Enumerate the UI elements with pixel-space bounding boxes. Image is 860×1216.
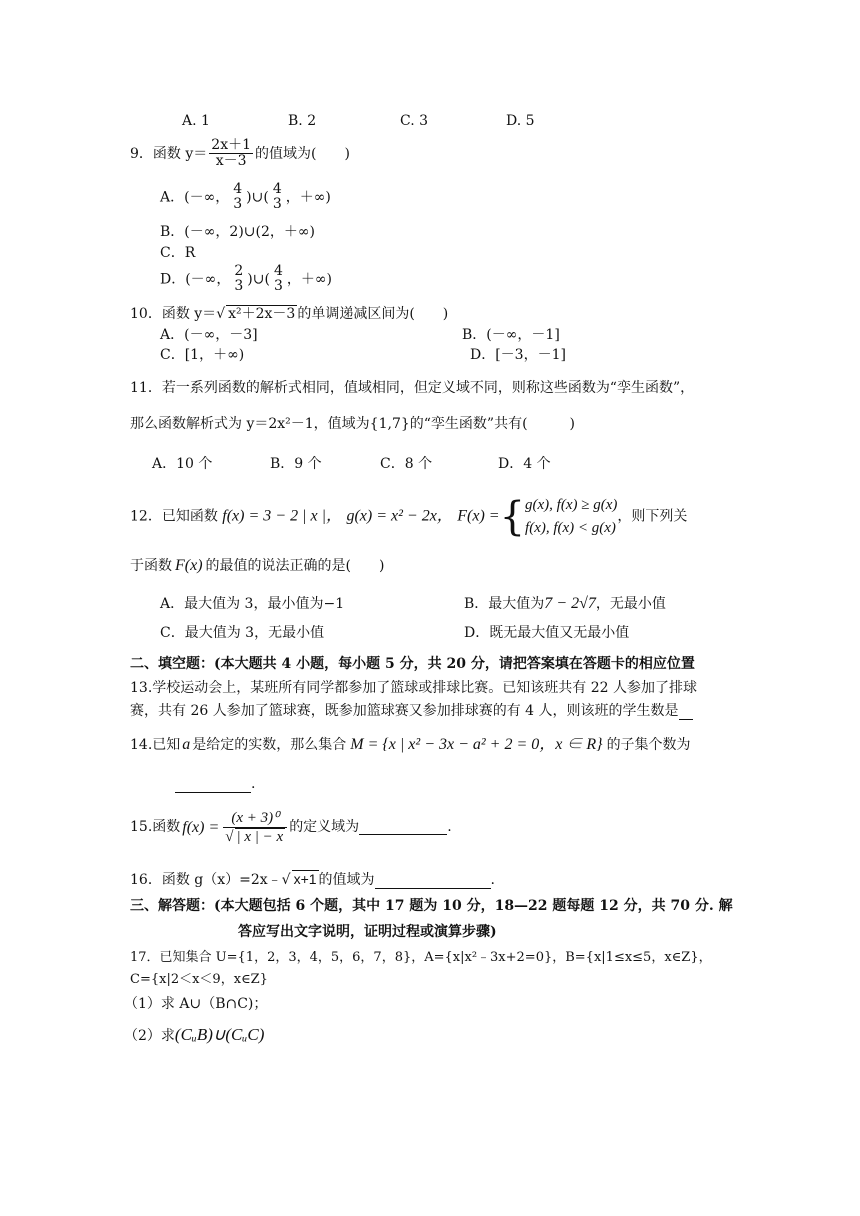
q11-line2: 那么函数解析式为 y＝2x²－1，值域为{1,7}的“孪生函数”共有( ) [130, 416, 575, 432]
q11-option-d: D．4 个 [498, 456, 551, 472]
sqrt-icon: √ [281, 872, 291, 888]
q17-part2-pre: （2）求 [124, 1028, 175, 1044]
q8-option-d: D. 5 [506, 113, 535, 129]
q12-line2-post: 的最值的说法正确的是( ) [205, 558, 385, 574]
q9-a-f1d: 3 [233, 196, 243, 213]
q9-d-frac1 [232, 264, 245, 295]
q10-stem [130, 305, 448, 323]
q15-end: . [447, 819, 452, 836]
q14-suffix: 的子集个数为 [606, 737, 691, 753]
q14-end: . [251, 776, 256, 792]
q12-option-d: D．既无最大值又无最小值 [464, 625, 630, 641]
q12-option-c: C．最大值为 3，无最小值 [160, 625, 325, 641]
left-brace-icon: { [499, 493, 526, 540]
q15-f: f(x) = [182, 818, 220, 836]
q9-a-f2d: 3 [272, 196, 282, 213]
q12-line2 [130, 556, 384, 575]
q12-f-def: f(x) = 3 − 2 | x |， [222, 507, 342, 525]
q16-answer-blank [375, 874, 491, 889]
q9-option-b: B．(－∞，2)∪(2，＋∞) [160, 224, 316, 240]
q12-tail: ，则下列关 [617, 508, 688, 525]
q9-stem [130, 138, 350, 170]
q9-a-frac1 [231, 182, 244, 213]
sqrt-icon: √ [225, 828, 234, 845]
q16-end: . [490, 872, 495, 888]
q13-line2-text: 赛，共有 26 人参加了篮球赛，既参加篮球赛又参加排球赛的有 4 人，则该班的学生数是 [130, 703, 679, 719]
q13-answer-blank [679, 705, 693, 720]
q12-F-lhs: F(x) = [457, 507, 500, 525]
q15-stem [130, 810, 452, 845]
q14-set: M = {x | x² − 3x − a² + 2 = 0，x ∈ R} [350, 736, 603, 753]
q10-prefix: 10．函数 y＝ [130, 306, 217, 322]
q9-denominator: x－3 [215, 153, 247, 170]
q12-prefix: 12．已知函数 [130, 508, 218, 525]
q9-a-f1n: 4 [233, 181, 243, 197]
q8-option-c: C. 3 [400, 113, 429, 129]
q9-a-pre: A．(－∞， [160, 189, 230, 206]
q9-d-post: ，＋∞) [286, 271, 332, 288]
q15-numerator: (x + 3)⁰ [223, 810, 287, 828]
q8-option-a: A. 1 [182, 113, 210, 129]
q17-part2 [124, 1025, 264, 1045]
q17-line2: C={x|2＜x＜9，x∈Z} [130, 972, 268, 987]
q14-answer-blank [175, 778, 251, 793]
q9-a-post: ，＋∞) [285, 189, 331, 206]
q12-cases [525, 494, 617, 539]
q15-answer-blank [359, 820, 447, 835]
q14-stem [130, 735, 691, 754]
q9-d-f1n: 2 [234, 263, 244, 279]
q11-line1: 11．若一系列函数的解析式相同，值域相同，但定义域不同，则称这些函数为“孪生函数”， [130, 380, 695, 396]
q13-line2 [130, 703, 693, 720]
q12-g-def: g(x) = x² − 2x， [346, 507, 453, 525]
q17-part1: （1）求 A∪（B∩C)； [124, 996, 268, 1012]
q8-option-b: B. 2 [288, 113, 317, 129]
sqrt-icon: √ [216, 306, 226, 322]
q14-mid: 是给定的实数，那么集合 [192, 737, 347, 753]
q14-prefix: 14.已知 [130, 737, 181, 753]
section3-heading-line2: 答应写出文字说明，证明过程或演算步骤) [238, 924, 497, 940]
q16-radicand: x+1 [293, 871, 317, 887]
q11-option-c: C．8 个 [380, 456, 433, 472]
q10-radicand: x²＋2x－3 [228, 306, 296, 322]
q17-part2-expr: (CᵤB)∪(CᵤC) [174, 1025, 265, 1044]
q10-option-c: C．[1，＋∞) [160, 347, 245, 363]
q9-d-mid: )∪( [247, 271, 270, 288]
q10-option-b: B．(－∞，－1] [462, 327, 560, 343]
q12-case1: g(x), f(x) ≥ g(x) [525, 497, 618, 513]
q9-a-f2n: 4 [272, 181, 282, 197]
q9-prefix: 9．函数 y＝ [130, 145, 208, 162]
q9-d-frac2 [272, 264, 285, 295]
q16-suffix: 的值域为 [318, 872, 375, 888]
q17-line1: 17．已知集合 U={1，2，3，4，5，6，7，8}，A={x|x²﹣3x+2=0}，B={x|1≤x≤5，x∈Z}， [130, 950, 712, 965]
q15-fraction [223, 810, 287, 845]
q12-line2-pre: 于函数 [130, 558, 172, 574]
section2-heading: 二、填空题：(本大题共 4 小题，每小题 5 分，共 20 分，请把答案填在答题卡的相应位置 [130, 656, 695, 672]
q10-option-a: A．(－∞，－3] [160, 327, 258, 343]
q9-suffix: 的值域为( ) [255, 145, 350, 162]
q9-option-d [160, 264, 332, 295]
q10-option-d: D．[－3，－1] [470, 347, 566, 363]
q12-b-pre: B．最大值为 [464, 596, 545, 612]
q15-suffix: 的定义域为 [289, 819, 360, 836]
q9-d-f2n: 4 [273, 263, 283, 279]
q9-d-pre: D．(－∞， [160, 271, 231, 288]
section3-heading-line1: 三、解答题：(本大题包括 6 个题，其中 17 题为 10 分，18—22 题每题 12 分，共 70 分. 解 [130, 898, 733, 914]
q9-fraction [209, 138, 253, 170]
q16-stem [130, 870, 495, 889]
q15-den-radicand: | x | − x [236, 828, 284, 845]
q9-a-frac2 [271, 182, 284, 213]
q9-option-c: C．R [160, 245, 196, 261]
q12-b-val: 7 − 2√7 [544, 595, 596, 612]
q12-option-b [464, 594, 666, 613]
q12-line2-F: F(x) [175, 557, 203, 574]
q16-prefix: 16．函数 g（x）=2x﹣ [130, 872, 282, 888]
q11-option-b: B．9 个 [270, 456, 322, 472]
q9-numerator: 2x＋1 [211, 137, 251, 153]
q9-d-f1d: 3 [234, 278, 244, 295]
q13-line1: 13.学校运动会上，某班所有同学都参加了篮球或排球比赛。已知该班共有 22 人参加了排球 [130, 680, 697, 696]
q12-case2: f(x), f(x) < g(x) [525, 519, 616, 536]
q12-b-post: ，无最小值 [595, 596, 666, 612]
q12-option-a: A．最大值为 3，最小值为−1 [160, 596, 345, 612]
q10-suffix: 的单调递减区间为( ) [297, 306, 449, 322]
q12-stem [130, 494, 687, 539]
q9-option-a [160, 182, 331, 213]
q9-a-mid: )∪( [246, 189, 269, 206]
q14-a: a [182, 736, 191, 753]
q15-prefix: 15.函数 [130, 819, 181, 836]
q15-denominator [223, 828, 287, 846]
q9-d-f2d: 3 [273, 278, 283, 295]
q14-answer-line [175, 776, 255, 793]
q11-option-a: A．10 个 [152, 456, 213, 472]
